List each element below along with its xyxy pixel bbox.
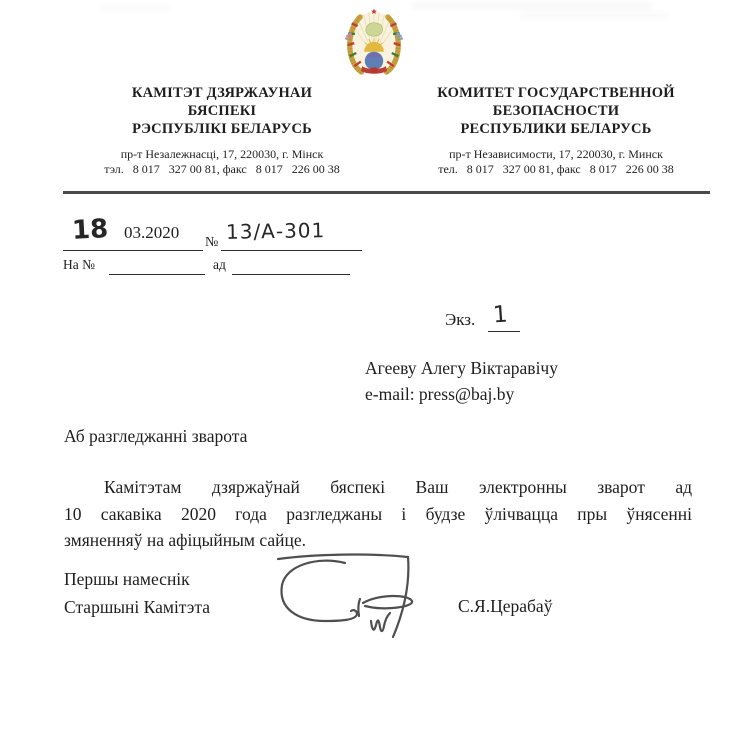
addressee-email: e-mail: press@baj.by [365, 384, 515, 404]
signatory-title-line1: Першы намеснік [64, 569, 190, 589]
org-name-by-line2: БЯСПЕКІ [187, 103, 257, 119]
org-address-by: пр-т Незалежнасці, 17, 220030, г. Мінск [120, 147, 324, 161]
handwritten-copy-number: 1 [492, 301, 509, 329]
number-underline [221, 250, 362, 251]
letterhead-belarusian [62, 84, 382, 177]
body-line-3: змяненняў на афіцыйным сайце. [64, 530, 306, 550]
signatory-title-line2: Старшыні Камітэта [64, 597, 211, 617]
handwritten-signature-icon [270, 551, 420, 643]
body-paragraph [64, 474, 692, 554]
body-line-1: Камітэтам дзяржаўнай бяспекі Ваш электронны зварот ад [104, 477, 692, 497]
addressee-block [365, 355, 558, 407]
printed-date: 03.2020 [124, 223, 180, 242]
copy-label: Экз. [445, 310, 476, 329]
copy-number-underline [488, 331, 520, 332]
scan-noise [520, 12, 670, 18]
org-name-ru-line2: БЕЗОПАСНОСТИ [492, 103, 620, 119]
signatory-title-block [64, 565, 210, 621]
org-phone-ru: тел. 8 017 327 00 81, факс 8 017 226 00 38 [438, 162, 674, 176]
addressee-name: Агееву Алегу Віктаравічу [365, 358, 558, 378]
reply-date-underline [232, 274, 350, 275]
subject-line: Аб разгледжанні зварота [64, 426, 248, 446]
signatory-name: С.Я.Церабаў [458, 596, 553, 616]
org-name-by-line3: РЭСПУБЛІКІ БЕЛАРУСЬ [132, 121, 312, 137]
reply-from-label: ад [213, 257, 226, 272]
date-underline [63, 250, 203, 251]
org-name-ru-line3: РЕСПУБЛИКИ БЕЛАРУСЬ [460, 121, 652, 137]
scan-noise [100, 5, 170, 10]
org-name-by-line1: КАМІТЭТ ДЗЯРЖАУНАИ [131, 85, 313, 101]
handwritten-date-day: 18 [71, 214, 109, 246]
org-name-ru-line1: КОМИТЕТ ГОСУДАРСТВЕННОЙ [437, 85, 675, 101]
reply-number-underline [109, 274, 205, 275]
letterhead-russian [392, 84, 720, 177]
handwritten-outgoing-number: 13/А-301 [225, 218, 326, 244]
org-phone-by: тэл. 8 017 327 00 81, факс 8 017 226 00 38 [104, 162, 340, 176]
org-address-ru: пр-т Независимости, 17, 220030, г. Минск [449, 147, 663, 161]
number-sign: № [205, 235, 219, 250]
scan-noise [412, 2, 652, 10]
reply-to-label: На № [63, 257, 95, 272]
belarus-coat-of-arms-icon [341, 7, 407, 78]
body-line-2: 10 сакавіка 2020 года разгледжаны і будзе ўлічвацца пры ўнясенні [64, 503, 692, 524]
letterhead-divider [63, 191, 710, 194]
